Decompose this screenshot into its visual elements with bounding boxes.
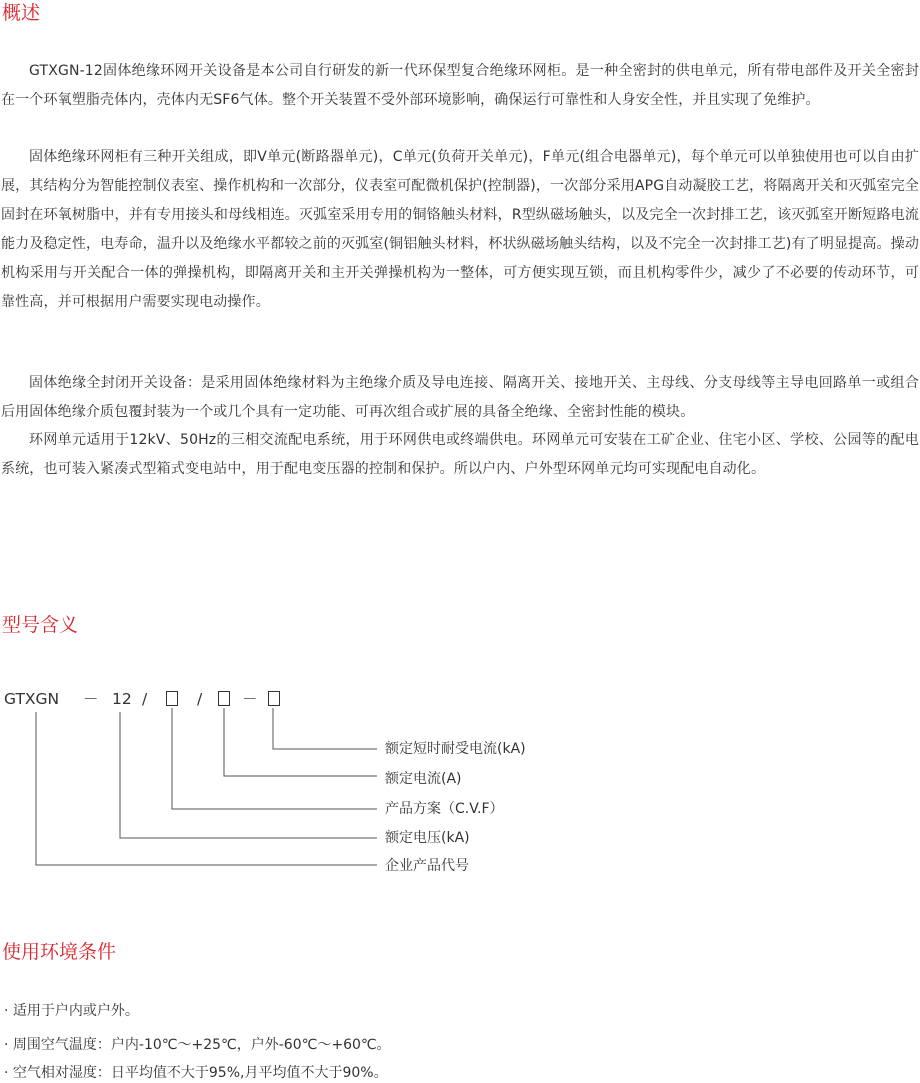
model-code-dash: － bbox=[242, 690, 258, 708]
leader-line-enterprise-code bbox=[36, 712, 377, 865]
environment-item-3: · 空气相对湿度：日平均值不大于95%,月平均值不大于90%。 bbox=[4, 1065, 388, 1081]
overview-heading: 概述 bbox=[2, 2, 41, 24]
model-code-voltage: 12 bbox=[112, 690, 132, 708]
leader-line-rated-current bbox=[224, 708, 377, 776]
label-product-scheme: 产品方案（C.V.F） bbox=[385, 801, 504, 817]
overview-paragraph-3: 固体绝缘全封闭开关设备：是采用固体绝缘材料为主绝缘介质及导电连接、隔离开关、接地开关、主母线、分支母线等主导电回路单一或组合后用固体绝缘介质包覆封装为一个或几个具有一定功能、可再次组合或扩展的具备全绝缘、全密封性能的模块。 bbox=[1, 375, 919, 420]
leader-line-rated-voltage bbox=[120, 712, 377, 838]
model-heading: 型号含义 bbox=[2, 614, 79, 636]
model-code-dash: － bbox=[83, 690, 99, 708]
leader-line-short-time-current bbox=[273, 708, 377, 749]
model-code-prefix: GTXGN bbox=[4, 690, 60, 708]
label-short-time-current: 额定短时耐受电流(kA) bbox=[385, 741, 526, 757]
model-code-slash: / bbox=[197, 690, 203, 708]
environment-heading: 使用环境条件 bbox=[2, 941, 117, 963]
model-leader-lines bbox=[0, 680, 700, 880]
overview-paragraph-2: 固体绝缘环网柜有三种开关组成，即V单元(断路器单元)，C单元(负荷开关单元)，F单元(组合电器单元)，每个单元可以单独使用也可以自由扩展，其结构分为智能控制仪表室、操作机构和一次部分，仪表室可配微机保护(控制器)，一次部分采用APG自动凝胶工艺，将隔离开关和灭弧室完全固封在环氧树脂中，并有专用接头和母线相连。灭弧室采用专用的铜铬触头材料，R型纵磁场触头，以及完全一次封排工艺，该灭弧室开断短路电流能力及稳定性，电寿命，温升以及绝缘水平都较之前的灭弧室(铜铝触头材料，杯状纵磁场触头结构，以及不完全一次封排工艺)有了明显提高。操动机构采用与开关配合一体的弹操机构，即隔离开关和主开关弹操机构为一整体，可方便实现互锁，而且机构零件少，减少了不必要的传动环节，可靠性高，并可根据用户需要实现电动操作。 bbox=[1, 149, 919, 310]
overview-paragraph-1: GTXGN-12固体绝缘环网开关设备是本公司自行研发的新一代环保型复合绝缘环网柜。是一种全密封的供电单元，所有带电部件及开关全密封在一个环氧塑脂壳体内，壳体内无SF6气体。整个开关装置不受外部环境影响，确保运行可靠性和人身安全性，并且实现了免维护。 bbox=[1, 63, 919, 108]
environment-item-1: · 适用于户内或户外。 bbox=[4, 1003, 139, 1019]
environment-item-2: · 周围空气温度：户内-10℃～+25℃，户外-60℃～+60℃。 bbox=[4, 1037, 391, 1053]
label-rated-current: 额定电流(A) bbox=[385, 771, 462, 787]
overview-paragraph-4: 环网单元适用于12kV、50Hz的三相交流配电系统，用于环网供电或终端供电。环网单元可安装在工矿企业、住宅小区、学校、公园等的配电系统，也可装入紧凑式型箱式变电站中，用于配电变压器的控制和保护。所以户内、户外型环网单元均可实现配电自动化。 bbox=[1, 432, 919, 477]
model-code-slash: / bbox=[142, 690, 148, 708]
leader-line-product-scheme bbox=[172, 708, 377, 809]
label-rated-voltage: 额定电压(kA) bbox=[385, 830, 470, 846]
label-enterprise-code: 企业产品代号 bbox=[385, 858, 469, 874]
